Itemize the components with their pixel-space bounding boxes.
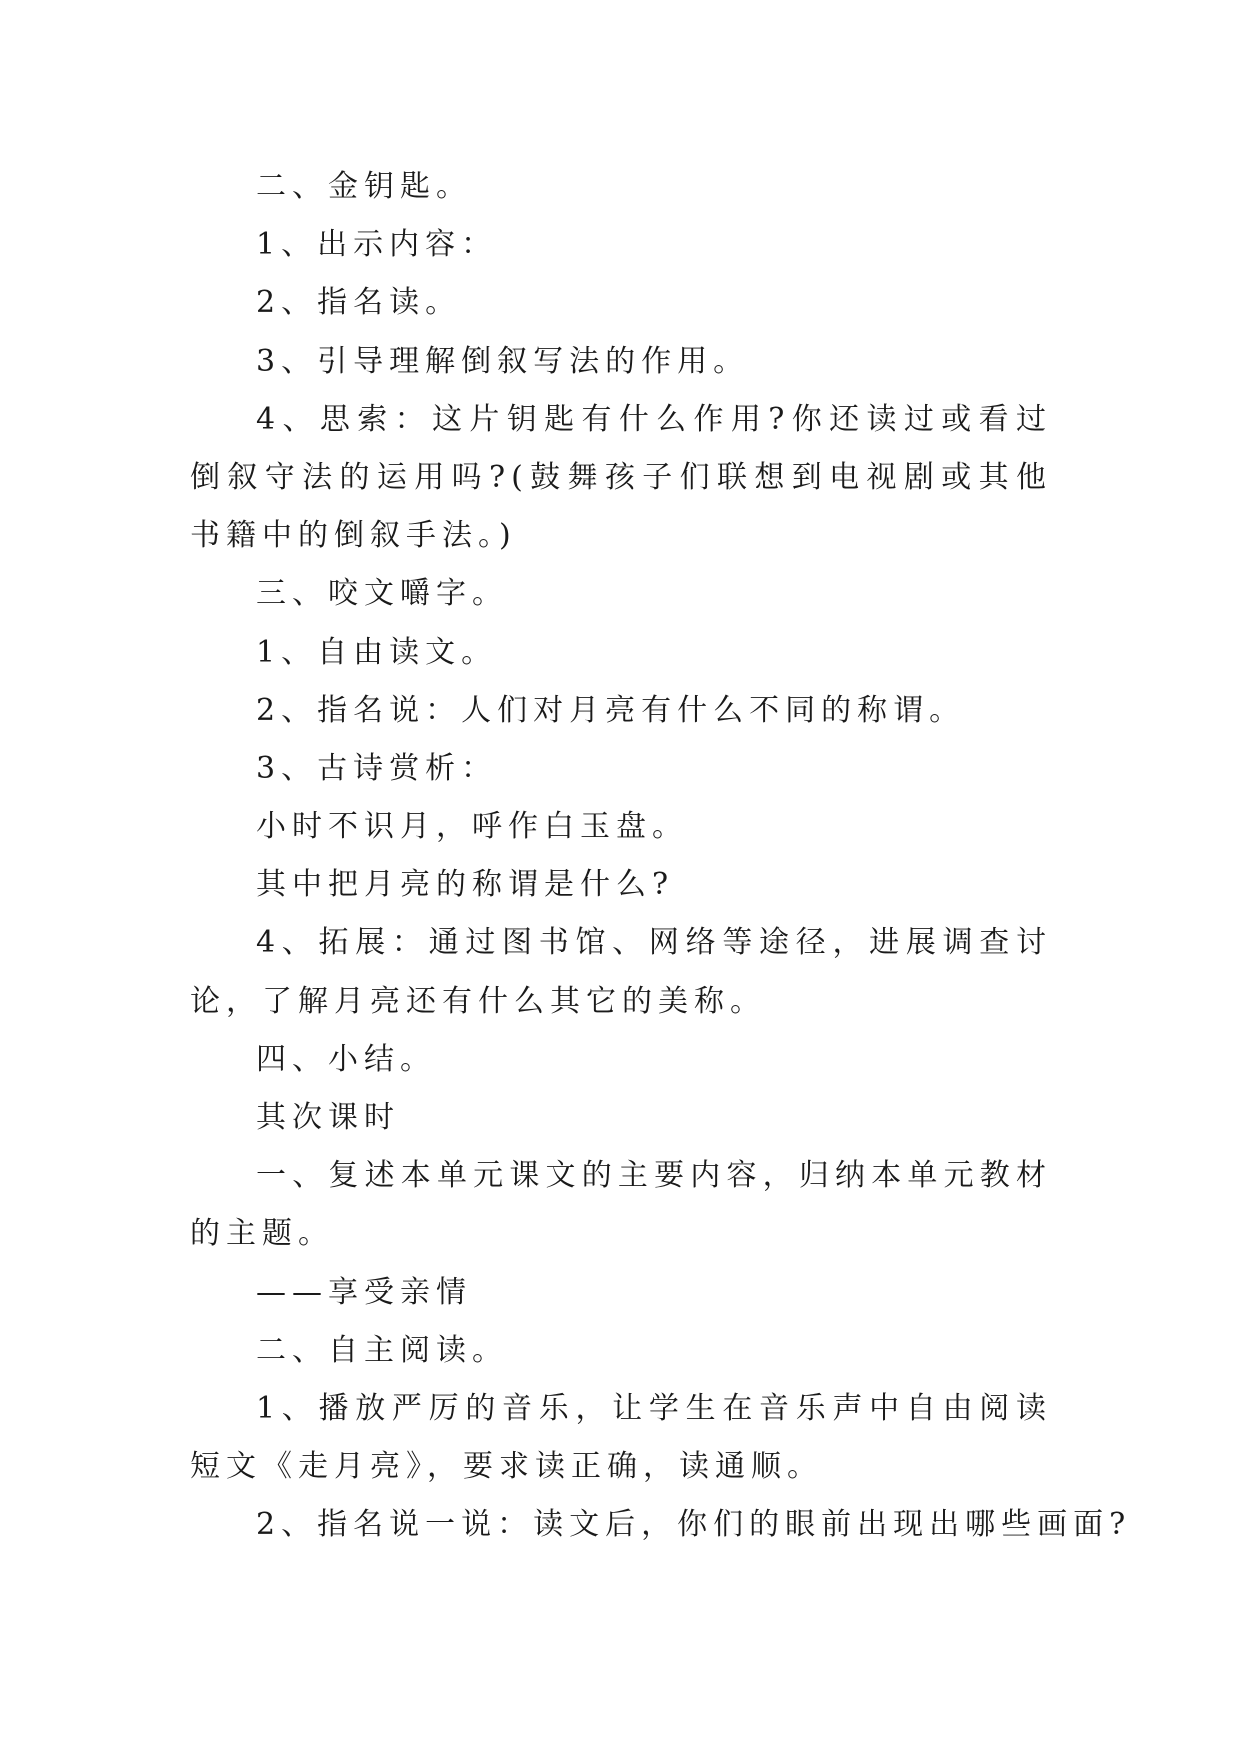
paragraph: 1、自由读文。 <box>256 634 498 670</box>
paragraph: 1、出示内容： <box>256 227 498 263</box>
paragraph: 一、复述本单元课文的主要内容，归纳本单元教材的主题。 <box>190 1158 1052 1252</box>
paragraph: 2、指名说一说：读文后，你们的眼前出现出哪些画面? <box>256 1507 1132 1543</box>
paragraph: 1、播放严厉的音乐，让学生在音乐声中自由阅读短文《走月亮》，要求读正确，读通顺。 <box>190 1391 1052 1485</box>
section-heading: 其次课时 <box>256 1100 400 1136</box>
paragraph: 3、引导理解倒叙写法的作用。 <box>256 343 750 379</box>
paragraph: 4、思索：这片钥匙有什么作用?你还读过或看过倒叙守法的运用吗?(鼓舞孩子们联想到电视剧或其他书籍中的倒叙手法。) <box>190 401 1052 554</box>
paragraph: 二、金钥匙。 <box>256 169 472 204</box>
paragraph: 2、指名说：人们对月亮有什么不同的称谓。 <box>256 692 966 728</box>
paragraph: 二、自主阅读。 <box>256 1332 508 1368</box>
paragraph: 4、拓展：通过图书馆、网络等途径，进展调查讨论，了解月亮还有什么其它的美称。 <box>190 925 1052 1019</box>
document-body <box>190 158 1132 1555</box>
paragraph: 四、小结。 <box>256 1041 436 1077</box>
paragraph: 三、咬文嚼字。 <box>256 576 508 612</box>
paragraph: ——享受亲情 <box>256 1274 472 1310</box>
paragraph: 其中把月亮的称谓是什么? <box>256 867 675 903</box>
paragraph: 2、指名读。 <box>256 285 462 321</box>
paragraph: 3、古诗赏析： <box>256 750 498 786</box>
paragraph: 小时不识月，呼作白玉盘。 <box>256 809 688 845</box>
